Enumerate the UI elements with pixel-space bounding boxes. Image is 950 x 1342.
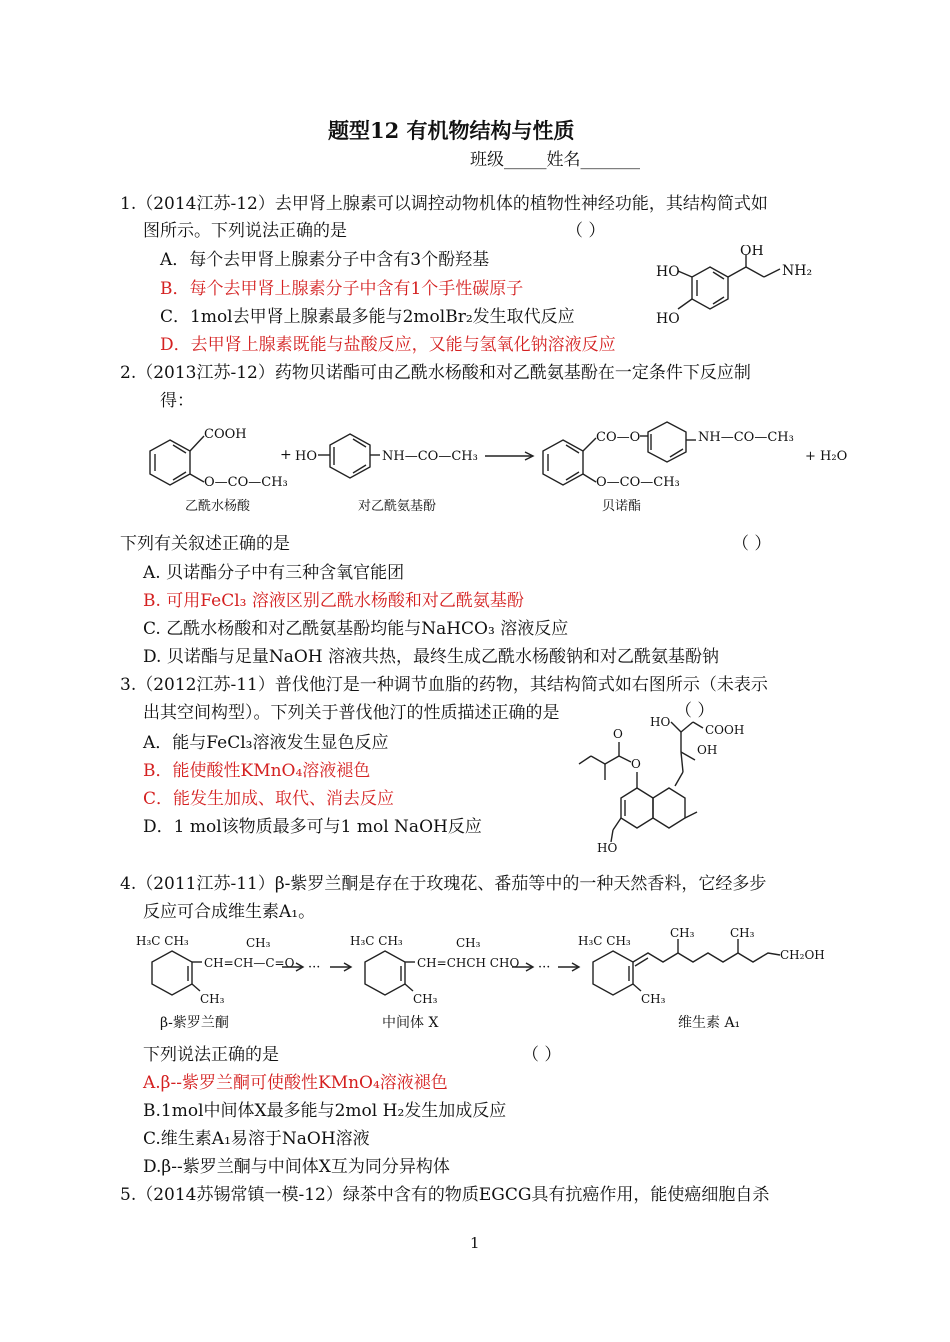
q4-synthesis-scheme [130,925,830,1035]
q4-option-c: C.维生素A₁易溶于NaOH溶液 [143,1129,370,1149]
q2-question: 下列有关叙述正确的是 [120,534,290,554]
q3-option-b: B．能使酸性KMnO₄溶液褪色 [143,761,371,781]
q1-option-d: D．去甲肾上腺素既能与盐酸反应，又能与氢氧化钠溶液反应 [160,335,616,355]
q5-stem-line1: 5.（2014苏锡常镇一模-12）绿茶中含有的物质EGCG具有抗癌作用，能使癌细胞自杀 [120,1185,770,1205]
q4-ionone-acyl-methyl: CH₃ [246,936,271,950]
q2-oac-label-1: O—CO—CH₃ [204,475,288,490]
q2-name-aspirin: 乙酰水杨酸 [185,499,251,514]
q4-name-ionone: β-紫罗兰酮 [160,1015,229,1031]
q4-name-vitamin-a1: 维生素 A₁ [678,1015,741,1031]
q4-x-chain-methyl: CH₃ [456,936,481,950]
q4-x-chain: CH=CHCH CHO [417,956,520,970]
q3-option-a: A．能与FeCl₃溶液发生显色反应 [143,733,389,753]
q2-option-c: C. 乙酰水杨酸和对乙酰氨基酚均能与NaHCO₃ 溶液反应 [143,619,569,639]
page-title: 题型12 有机物结构与性质 [328,118,575,143]
q4-option-d: D.β--紫罗兰酮与中间体X互为同分异构体 [143,1157,450,1177]
q2-oac-label-2: O—CO—CH₃ [596,475,680,490]
q3-mol-ester-o: O [631,757,641,771]
q3-mol-ho-top: HO [650,715,671,729]
q3-option-d: D．1 mol该物质最多可与1 mol NaOH反应 [143,817,482,837]
q2-stem-line2: 得： [160,391,194,411]
q3-stem-line2: 出其空间构型）。下列关于普伐他汀的性质描述正确的是 [143,703,560,723]
q2-cooh-label: COOH [204,427,247,442]
q4-a1-gem-methyls: H₃C CH₃ [578,934,631,948]
q2-plus-water: + H₂O [805,449,848,464]
q3-option-c: C．能发生加成、取代、消去反应 [143,789,395,809]
q4-ionone-gem-methyls: H₃C CH₃ [136,934,189,948]
q1-option-a: A．每个去甲肾上腺素分子中含有3个酚羟基 [160,250,490,270]
q2-name-paracetamol: 对乙酰氨基酚 [358,499,437,514]
q2-option-d: D. 贝诺酯与足量NaOH 溶液共热，最终生成乙酰水杨酸钠和对乙酰氨基酚钠 [143,647,720,667]
q2-option-b: B. 可用FeCl₃ 溶液区别乙酰水杨酸和对乙酰氨基酚 [143,591,524,611]
q1-option-b: B．每个去甲肾上腺素分子中含有1个手性碳原子 [160,279,524,299]
q2-plus-sign: + [280,447,292,463]
student-info-line: 班级_____姓名_______ [470,150,640,170]
q2-ho-label: HO [295,449,317,464]
q3-mol-ho-bottom: HO [597,841,618,855]
q1-mol-nh2-label: NH₂ [782,263,813,279]
q4-answer-paren: （ ） [522,1045,562,1065]
q4-a1-ring-methyl: CH₃ [641,992,666,1006]
q1-mol-oh-label: OH [740,245,764,259]
q4-dots-1: ··· [308,960,321,975]
q4-option-a: A.β--紫罗兰酮可使酸性KMnO₄溶液褪色 [143,1073,448,1093]
q1-stem-line1: 1.（2014江苏-12）去甲肾上腺素可以调控动物机体的植物性神经功能，其结构简式如 [120,194,768,214]
q4-x-ring-methyl: CH₃ [413,992,438,1006]
q3-answer-paren: （ ） [675,701,715,721]
q4-name-intermediate: 中间体 X [382,1015,439,1031]
q2-name-benorilate: 贝诺酯 [602,499,642,514]
q4-ionone-ring-methyl: CH₃ [200,992,225,1006]
q1-mol-ho-label-2: HO [656,311,680,327]
q4-stem-line1: 4.（2011江苏-11）β-紫罗兰酮是存在于玫瑰花、番茄等中的一种天然香料，它经多步 [120,874,767,894]
q1-norepinephrine-structure [650,245,820,335]
q2-reaction-scheme [140,420,855,520]
q4-ionone-chain: CH=CH—C=O [204,956,295,970]
q3-stem-line1: 3.（2012江苏-11）普伐他汀是一种调节血脂的药物，其结构简式如右图所示（未表示 [120,675,768,695]
q1-option-c: C．1mol去甲肾上腺素最多能与2molBr₂发生取代反应 [160,307,575,327]
q4-stem-line2: 反应可合成维生素A₁。 [143,902,316,922]
q4-a1-methyl-2: CH₃ [730,926,755,940]
q3-pravastatin-structure [575,712,760,862]
q2-stem-line1: 2.（2013江苏-12）药物贝诺酯可由乙酰水杨酸和对乙酰氨基酚在一定条件下反应制 [120,363,751,383]
q3-mol-oh: OH [697,743,718,757]
q2-nhcoch3-label-2: NH—CO—CH₃ [698,430,794,445]
q1-mol-ho-label-1: HO [656,264,680,280]
q1-stem-line2: 图所示。下列说法正确的是 [143,221,347,241]
q2-option-a: A. 贝诺酯分子中有三种含氧官能团 [143,563,405,583]
page-number: 1 [470,1234,480,1252]
q2-coo-label: CO—O [596,430,641,445]
q4-option-b: B.1mol中间体X最多能与2mol H₂发生加成反应 [143,1101,507,1121]
q2-answer-paren: （ ） [732,534,772,554]
q3-mol-carbonyl-o: O [613,727,623,741]
q2-nhcoch3-label-1: NH—CO—CH₃ [382,449,478,464]
q3-mol-cooh: COOH [705,723,745,737]
q1-answer-paren: （ ） [566,221,606,241]
q4-question: 下列说法正确的是 [143,1045,279,1065]
q4-x-gem-methyls: H₃C CH₃ [350,934,403,948]
q4-a1-methyl-1: CH₃ [670,926,695,940]
q4-dots-2: ··· [538,960,551,975]
q4-a1-ch2oh: CH₂OH [780,948,825,962]
